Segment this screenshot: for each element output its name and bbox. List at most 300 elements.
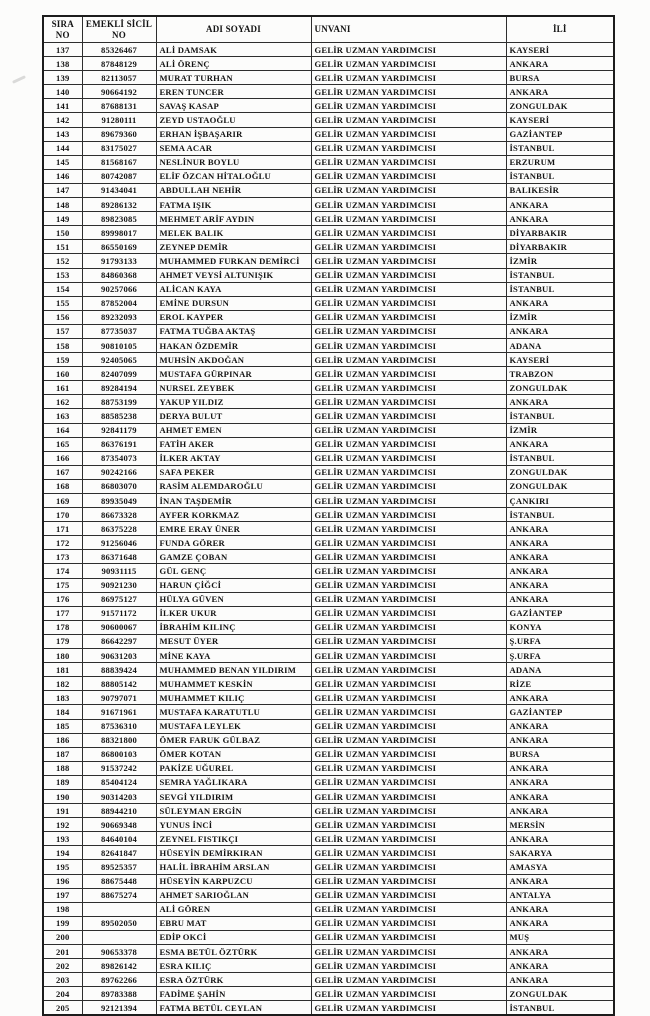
cell-il: ANKARA [506,324,614,338]
cell-il: İSTANBUL [506,282,614,296]
scan-smudge [12,75,26,84]
cell-ad: MUHSİN AKDOĞAN [156,353,311,367]
cell-il: TRABZON [506,367,614,381]
cell-ad: EBRU MAT [156,916,311,930]
cell-unvan: GELİR UZMAN YARDIMCISI [311,564,506,578]
cell-sira: 186 [43,733,82,747]
cell-il: ANKARA [506,973,614,987]
cell-ad: ALİ GÖREN [156,902,311,916]
cell-unvan: GELİR UZMAN YARDIMCISI [311,705,506,719]
cell-unvan: GELİR UZMAN YARDIMCISI [311,409,506,423]
cell-unvan: GELİR UZMAN YARDIMCISI [311,691,506,705]
cell-sira: 167 [43,465,82,479]
cell-il: ANKARA [506,959,614,973]
cell-sicil: 81568167 [82,155,156,169]
cell-sira: 137 [43,43,82,57]
cell-sicil: 88944210 [82,804,156,818]
cell-ad: MUHAMMED FURKAN DEMİRCİ [156,254,311,268]
cell-ad: RASİM ALEMDAROĞLU [156,479,311,493]
cell-il: ANKARA [506,733,614,747]
cell-il: ANKARA [506,789,614,803]
cell-ad: DERYA BULUT [156,409,311,423]
cell-ad: HAKAN ÖZDEMİR [156,338,311,352]
cell-il: ZONGULDAK [506,381,614,395]
table-row [43,282,614,296]
cell-ad: MUSTAFA KARATUTLU [156,705,311,719]
cell-il: ÇANKIRI [506,494,614,508]
cell-il: İSTANBUL [506,1001,614,1016]
table-header [43,16,614,43]
cell-unvan: GELİR UZMAN YARDIMCISI [311,465,506,479]
cell-ad: İLKER AKTAY [156,451,311,465]
table-row [43,479,614,493]
cell-sira: 197 [43,888,82,902]
cell-sicil: 86376191 [82,437,156,451]
column-header-unvan: UNVANI [311,16,506,43]
cell-sicil: 89679360 [82,127,156,141]
cell-ad: ZEYNEP DEMİR [156,240,311,254]
cell-unvan: GELİR UZMAN YARDIMCISI [311,85,506,99]
cell-ad: SAFA PEKER [156,465,311,479]
table-row [43,423,614,437]
cell-sicil: 89783388 [82,987,156,1001]
table-row [43,663,614,677]
cell-ad: ERHAN İŞBAŞARIR [156,127,311,141]
cell-unvan: GELİR UZMAN YARDIMCISI [311,634,506,648]
cell-ad: YAKUP YILDIZ [156,395,311,409]
cell-sicil: 90242166 [82,465,156,479]
table-row [43,733,614,747]
table-row [43,141,614,155]
cell-il: ZONGULDAK [506,987,614,1001]
cell-unvan: GELİR UZMAN YARDIMCISI [311,367,506,381]
cell-unvan: GELİR UZMAN YARDIMCISI [311,775,506,789]
cell-sira: 195 [43,860,82,874]
cell-il: ZONGULDAK [506,479,614,493]
table-row [43,620,614,634]
cell-sicil: 89823085 [82,212,156,226]
cell-unvan: GELİR UZMAN YARDIMCISI [311,860,506,874]
cell-sicil: 90653378 [82,945,156,959]
table-row [43,536,614,550]
cell-sicil [82,902,156,916]
cell-sira: 142 [43,113,82,127]
cell-il: İZMİR [506,254,614,268]
cell-ad: AHMET VEYSİ ALTUNIŞIK [156,268,311,282]
cell-unvan: GELİR UZMAN YARDIMCISI [311,846,506,860]
cell-il: ANKARA [506,212,614,226]
cell-sira: 189 [43,775,82,789]
cell-il: BURSA [506,71,614,85]
cell-sicil: 87688131 [82,99,156,113]
cell-sira: 175 [43,578,82,592]
cell-unvan: GELİR UZMAN YARDIMCISI [311,508,506,522]
cell-ad: ZEYNEL FISTIKÇI [156,832,311,846]
cell-unvan: GELİR UZMAN YARDIMCISI [311,733,506,747]
cell-unvan: GELİR UZMAN YARDIMCISI [311,71,506,85]
table-row [43,1001,614,1016]
cell-sira: 180 [43,649,82,663]
cell-unvan: GELİR UZMAN YARDIMCISI [311,606,506,620]
cell-il: ANKARA [506,775,614,789]
table-row [43,564,614,578]
cell-sicil: 86371648 [82,550,156,564]
cell-sira: 178 [43,620,82,634]
cell-sicil: 90669348 [82,818,156,832]
cell-sira: 141 [43,99,82,113]
cell-sira: 157 [43,324,82,338]
cell-il: İSTANBUL [506,508,614,522]
cell-unvan: GELİR UZMAN YARDIMCISI [311,296,506,310]
cell-ad: MUHAMMET KILIÇ [156,691,311,705]
cell-unvan: GELİR UZMAN YARDIMCISI [311,494,506,508]
table-row [43,324,614,338]
cell-ad: ESMA BETÜL ÖZTÜRK [156,945,311,959]
cell-sicil: 92121394 [82,1001,156,1016]
cell-il: KONYA [506,620,614,634]
cell-sira: 152 [43,254,82,268]
cell-il: İSTANBUL [506,268,614,282]
table-row [43,395,614,409]
cell-il: ANKARA [506,85,614,99]
cell-il: DİYARBAKIR [506,240,614,254]
cell-il: İZMİR [506,423,614,437]
table-row [43,57,614,71]
table-row [43,959,614,973]
table-row [43,268,614,282]
cell-sicil: 84860368 [82,268,156,282]
cell-sicil: 89826142 [82,959,156,973]
table-row [43,761,614,775]
cell-unvan: GELİR UZMAN YARDIMCISI [311,818,506,832]
table-row [43,226,614,240]
cell-il: GAZİANTEP [506,705,614,719]
cell-ad: AYFER KORKMAZ [156,508,311,522]
column-header-ad: ADI SOYADI [156,16,311,43]
cell-sira: 159 [43,353,82,367]
table-row [43,677,614,691]
cell-il: MERSİN [506,818,614,832]
cell-unvan: GELİR UZMAN YARDIMCISI [311,804,506,818]
cell-sira: 140 [43,85,82,99]
cell-il: ANKARA [506,522,614,536]
table-row [43,338,614,352]
table-row [43,860,614,874]
cell-sicil: 91256046 [82,536,156,550]
table-row [43,169,614,183]
cell-sira: 163 [43,409,82,423]
table-row [43,973,614,987]
cell-sicil: 86803070 [82,479,156,493]
cell-sira: 193 [43,832,82,846]
cell-il: ANKARA [506,719,614,733]
cell-sira: 192 [43,818,82,832]
cell-unvan: GELİR UZMAN YARDIMCISI [311,522,506,536]
cell-il: BALIKESİR [506,183,614,197]
cell-unvan: GELİR UZMAN YARDIMCISI [311,57,506,71]
cell-unvan: GELİR UZMAN YARDIMCISI [311,310,506,324]
cell-sira: 181 [43,663,82,677]
cell-ad: EROL KAYPER [156,310,311,324]
cell-unvan: GELİR UZMAN YARDIMCISI [311,338,506,352]
cell-ad: GAMZE ÇOBAN [156,550,311,564]
cell-sicil: 90314203 [82,789,156,803]
cell-unvan: GELİR UZMAN YARDIMCISI [311,677,506,691]
cell-ad: ELİF ÖZCAN HİTALOĞLU [156,169,311,183]
cell-ad: FATMA TUĞBA AKTAŞ [156,324,311,338]
cell-ad: SEMRA YAĞLIKARA [156,775,311,789]
cell-unvan: GELİR UZMAN YARDIMCISI [311,747,506,761]
cell-ad: AHMET EMEN [156,423,311,437]
cell-ad: ÖMER KOTAN [156,747,311,761]
cell-unvan: GELİR UZMAN YARDIMCISI [311,987,506,1001]
cell-sira: 162 [43,395,82,409]
cell-sira: 148 [43,198,82,212]
cell-sicil: 89525357 [82,860,156,874]
cell-unvan: GELİR UZMAN YARDIMCISI [311,592,506,606]
cell-sira: 147 [43,183,82,197]
cell-ad: FATMA BETÜL CEYLAN [156,1001,311,1016]
cell-sicil: 87848129 [82,57,156,71]
cell-ad: GÜL GENÇ [156,564,311,578]
table-row [43,353,614,367]
cell-sicil: 86800103 [82,747,156,761]
cell-sira: 156 [43,310,82,324]
cell-unvan: GELİR UZMAN YARDIMCISI [311,789,506,803]
table-row [43,945,614,959]
cell-sicil: 86975127 [82,592,156,606]
cell-unvan: GELİR UZMAN YARDIMCISI [311,183,506,197]
cell-il: ANKARA [506,916,614,930]
personnel-table [42,15,615,1016]
cell-sicil: 89502050 [82,916,156,930]
cell-unvan: GELİR UZMAN YARDIMCISI [311,353,506,367]
cell-ad: ALİCAN KAYA [156,282,311,296]
cell-il: SAKARYA [506,846,614,860]
cell-il: ANKARA [506,874,614,888]
table-row [43,691,614,705]
cell-sicil: 87852004 [82,296,156,310]
cell-sicil: 91434041 [82,183,156,197]
cell-sira: 166 [43,451,82,465]
cell-il: GAZİANTEP [506,606,614,620]
cell-sira: 155 [43,296,82,310]
cell-il: ANKARA [506,57,614,71]
cell-sicil: 85326467 [82,43,156,57]
cell-il: İSTANBUL [506,141,614,155]
cell-il: KAYSERİ [506,113,614,127]
cell-ad: MUHAMMED BENAN YILDIRIM [156,663,311,677]
cell-sira: 190 [43,789,82,803]
cell-unvan: GELİR UZMAN YARDIMCISI [311,240,506,254]
cell-ad: SAVAŞ KASAP [156,99,311,113]
cell-sicil: 84640104 [82,832,156,846]
table-row [43,705,614,719]
cell-sira: 160 [43,367,82,381]
cell-il: ANKARA [506,395,614,409]
cell-ad: EMRE ERAY ÜNER [156,522,311,536]
cell-il: ERZURUM [506,155,614,169]
cell-sicil: 82641847 [82,846,156,860]
cell-sicil: 80742087 [82,169,156,183]
cell-sira: 170 [43,508,82,522]
cell-sicil: 88753199 [82,395,156,409]
cell-il: RİZE [506,677,614,691]
cell-sira: 145 [43,155,82,169]
cell-il: ANKARA [506,550,614,564]
cell-sira: 173 [43,550,82,564]
table-row [43,902,614,916]
cell-unvan: GELİR UZMAN YARDIMCISI [311,324,506,338]
cell-ad: MESUT ÜYER [156,634,311,648]
cell-sira: 150 [43,226,82,240]
cell-sicil: 89762266 [82,973,156,987]
cell-unvan: GELİR UZMAN YARDIMCISI [311,451,506,465]
cell-sicil: 86550169 [82,240,156,254]
table-row [43,198,614,212]
cell-il: ADANA [506,338,614,352]
cell-sira: 168 [43,479,82,493]
cell-sira: 164 [43,423,82,437]
cell-sira: 204 [43,987,82,1001]
cell-unvan: GELİR UZMAN YARDIMCISI [311,874,506,888]
cell-unvan: GELİR UZMAN YARDIMCISI [311,945,506,959]
table-row [43,212,614,226]
cell-sicil: 90921230 [82,578,156,592]
cell-sicil: 88675274 [82,888,156,902]
cell-ad: ABDULLAH NEHİR [156,183,311,197]
cell-unvan: GELİR UZMAN YARDIMCISI [311,155,506,169]
cell-sicil: 90600067 [82,620,156,634]
cell-ad: MELEK BALIK [156,226,311,240]
cell-il: ANKARA [506,832,614,846]
cell-il: ANKARA [506,691,614,705]
table-row [43,451,614,465]
cell-sicil: 83175027 [82,141,156,155]
cell-ad: ÖMER FARUK GÜLBAZ [156,733,311,747]
cell-sicil: 91280111 [82,113,156,127]
cell-ad: İLKER UKUR [156,606,311,620]
table-row [43,930,614,944]
cell-sira: 151 [43,240,82,254]
cell-unvan: GELİR UZMAN YARDIMCISI [311,282,506,296]
cell-sicil: 82113057 [82,71,156,85]
cell-ad: EDİP OKCİ [156,930,311,944]
cell-unvan: GELİR UZMAN YARDIMCISI [311,888,506,902]
table-row [43,381,614,395]
cell-il: KAYSERİ [506,353,614,367]
cell-ad: FADİME ŞAHİN [156,987,311,1001]
cell-il: ANTALYA [506,888,614,902]
cell-unvan: GELİR UZMAN YARDIMCISI [311,268,506,282]
table-row [43,71,614,85]
table-row [43,409,614,423]
cell-unvan: GELİR UZMAN YARDIMCISI [311,212,506,226]
cell-sicil: 89935049 [82,494,156,508]
cell-sira: 176 [43,592,82,606]
cell-sira: 188 [43,761,82,775]
cell-sira: 165 [43,437,82,451]
cell-il: ZONGULDAK [506,465,614,479]
cell-sira: 146 [43,169,82,183]
cell-sira: 200 [43,930,82,944]
cell-il: ANKARA [506,945,614,959]
cell-sira: 158 [43,338,82,352]
cell-sira: 203 [43,973,82,987]
cell-ad: HALİL İBRAHİM ARSLAN [156,860,311,874]
cell-sira: 139 [43,71,82,85]
table-row [43,916,614,930]
cell-ad: EREN TUNCER [156,85,311,99]
cell-ad: NURSEL ZEYBEK [156,381,311,395]
cell-il: ANKARA [506,564,614,578]
cell-sira: 187 [43,747,82,761]
table-row [43,494,614,508]
cell-sira: 205 [43,1001,82,1016]
cell-il: ANKARA [506,437,614,451]
cell-sicil: 88585238 [82,409,156,423]
cell-sicil: 90931115 [82,564,156,578]
cell-unvan: GELİR UZMAN YARDIMCISI [311,423,506,437]
cell-sira: 143 [43,127,82,141]
cell-unvan: GELİR UZMAN YARDIMCISI [311,437,506,451]
cell-unvan: GELİR UZMAN YARDIMCISI [311,226,506,240]
cell-il: ANKARA [506,804,614,818]
cell-unvan: GELİR UZMAN YARDIMCISI [311,663,506,677]
cell-sira: 174 [43,564,82,578]
cell-unvan: GELİR UZMAN YARDIMCISI [311,381,506,395]
cell-sira: 185 [43,719,82,733]
table-row [43,804,614,818]
cell-ad: İNAN TAŞDEMİR [156,494,311,508]
cell-ad: EMİNE DURSUN [156,296,311,310]
cell-unvan: GELİR UZMAN YARDIMCISI [311,550,506,564]
table-row [43,846,614,860]
cell-sicil: 86375228 [82,522,156,536]
cell-sicil: 88321800 [82,733,156,747]
cell-sicil: 86673328 [82,508,156,522]
cell-sira: 172 [43,536,82,550]
cell-unvan: GELİR UZMAN YARDIMCISI [311,254,506,268]
table-row [43,310,614,324]
table-row [43,183,614,197]
cell-sicil: 82407099 [82,367,156,381]
cell-unvan: GELİR UZMAN YARDIMCISI [311,578,506,592]
cell-sira: 182 [43,677,82,691]
cell-ad: FATİH AKER [156,437,311,451]
table-row [43,775,614,789]
cell-ad: YUNUS İNCİ [156,818,311,832]
cell-il: İSTANBUL [506,451,614,465]
cell-il: ANKARA [506,198,614,212]
cell-ad: ESRA KILIÇ [156,959,311,973]
cell-il: MUŞ [506,930,614,944]
cell-unvan: GELİR UZMAN YARDIMCISI [311,395,506,409]
cell-unvan: GELİR UZMAN YARDIMCISI [311,198,506,212]
cell-il: İZMİR [506,310,614,324]
table-row [43,437,614,451]
cell-il: KAYSERİ [506,43,614,57]
table-row [43,85,614,99]
cell-unvan: GELİR UZMAN YARDIMCISI [311,479,506,493]
table-body [43,43,614,1016]
column-header-il: İLİ [506,16,614,43]
cell-ad: HÜSEYİN KARPUZCU [156,874,311,888]
cell-ad: MUSTAFA GÜRPINAR [156,367,311,381]
table-row [43,818,614,832]
cell-il: ADANA [506,663,614,677]
cell-unvan: GELİR UZMAN YARDIMCISI [311,761,506,775]
